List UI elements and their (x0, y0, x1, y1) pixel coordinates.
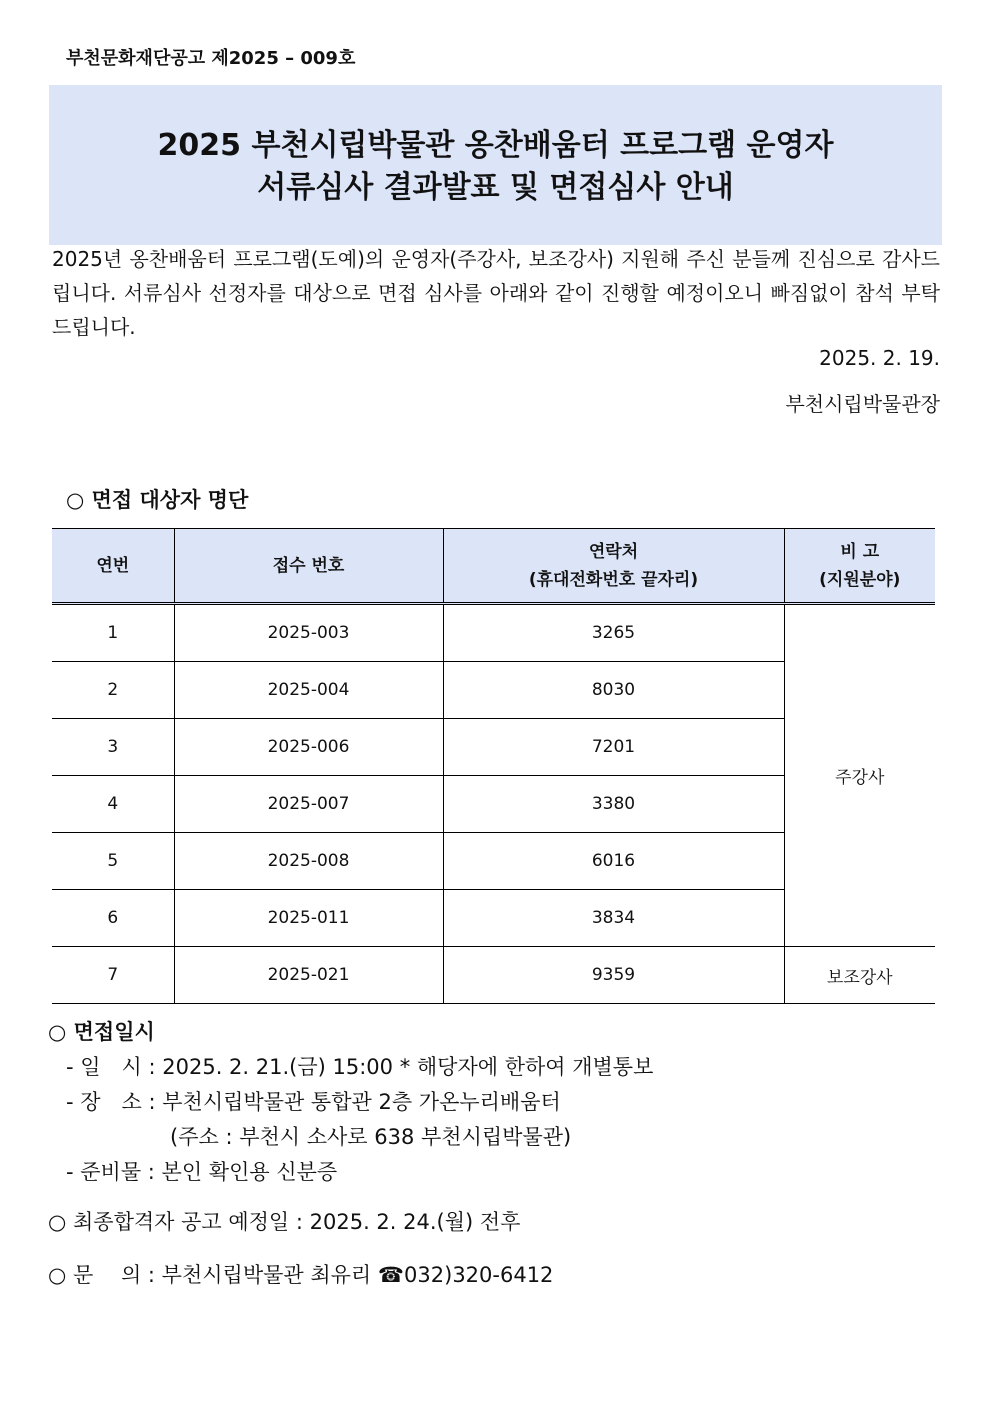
row-contact: 3834 (443, 890, 784, 947)
row-receipt: 2025-021 (174, 947, 443, 1004)
table-row (52, 604, 935, 662)
col-header-contact-line1: 연락처 (588, 541, 639, 562)
notice-number: 부천문화재단공고 제2025 – 009호 (66, 48, 356, 69)
col-header-remark-line2: (지원분야) (819, 569, 901, 590)
interview-schedule (48, 1015, 653, 1190)
row-receipt: 2025-003 (174, 604, 443, 662)
row-receipt: 2025-006 (174, 719, 443, 776)
row-contact: 8030 (443, 662, 784, 719)
schedule-datetime: - 일 시 : 2025. 2. 21.(금) 15:00 * 해당자에 한하여 개별통보 (66, 1055, 654, 1079)
row-contact: 7201 (443, 719, 784, 776)
row-no: 7 (52, 947, 174, 1004)
row-contact: 6016 (443, 833, 784, 890)
schedule-heading: ○ 면접일시 (48, 1020, 155, 1044)
document-title-line1: 2025 부천시립박물관 옹찬배움터 프로그램 운영자 (157, 128, 834, 163)
row-receipt: 2025-008 (174, 833, 443, 890)
col-header-remark (784, 529, 935, 604)
document-title-line2: 서류심사 결과발표 및 면접심사 안내 (257, 170, 734, 205)
interviewee-list-heading: ○ 면접 대상자 명단 (66, 488, 249, 512)
schedule-address: (주소 : 부천시 소사로 638 부천시립박물관) (170, 1125, 572, 1149)
schedule-bring: - 준비물 : 본인 확인용 신분증 (66, 1160, 338, 1184)
col-header-receipt: 접수 번호 (174, 529, 443, 604)
row-no: 6 (52, 890, 174, 947)
schedule-place: - 장 소 : 부천시립박물관 통합관 2층 가온누리배움터 (66, 1090, 561, 1114)
remark-assistant-instructor: 보조강사 (784, 947, 935, 1004)
final-announcement: ○ 최종합격자 공고 예정일 : 2025. 2. 24.(월) 전후 (48, 1210, 521, 1234)
col-header-contact-line2: (휴대전화번호 끝자리) (528, 569, 699, 590)
row-receipt: 2025-007 (174, 776, 443, 833)
col-header-no: 연번 (52, 529, 174, 604)
row-no: 1 (52, 604, 174, 662)
title-box (49, 85, 942, 245)
col-header-contact (443, 529, 784, 604)
remark-main-instructor: 주강사 (784, 604, 935, 947)
row-no: 5 (52, 833, 174, 890)
issue-date: 2025. 2. 19. (819, 346, 940, 370)
row-receipt: 2025-011 (174, 890, 443, 947)
row-no: 4 (52, 776, 174, 833)
signer: 부천시립박물관장 (785, 392, 940, 416)
intro-paragraph: 2025년 옹찬배움터 프로그램(도예)의 운영자(주강사, 보조강사) 지원해 주신 분들께 진심으로 감사드립니다. 서류심사 선정자를 대상으로 면접 심사를 아래와 같이 진행할 예정이오니 빠짐없이 참석 부탁드립니다. (52, 247, 940, 339)
table-row (52, 947, 935, 1004)
row-no: 2 (52, 662, 174, 719)
contact-info: ○ 문 의 : 부천시립박물관 최유리 ☎032)320-6412 (48, 1263, 554, 1287)
row-receipt: 2025-004 (174, 662, 443, 719)
row-no: 3 (52, 719, 174, 776)
interviewee-table (52, 528, 935, 1004)
col-header-remark-line1: 비 고 (840, 541, 880, 562)
table-header-row (52, 529, 935, 604)
row-contact: 9359 (443, 947, 784, 1004)
row-contact: 3265 (443, 604, 784, 662)
row-contact: 3380 (443, 776, 784, 833)
